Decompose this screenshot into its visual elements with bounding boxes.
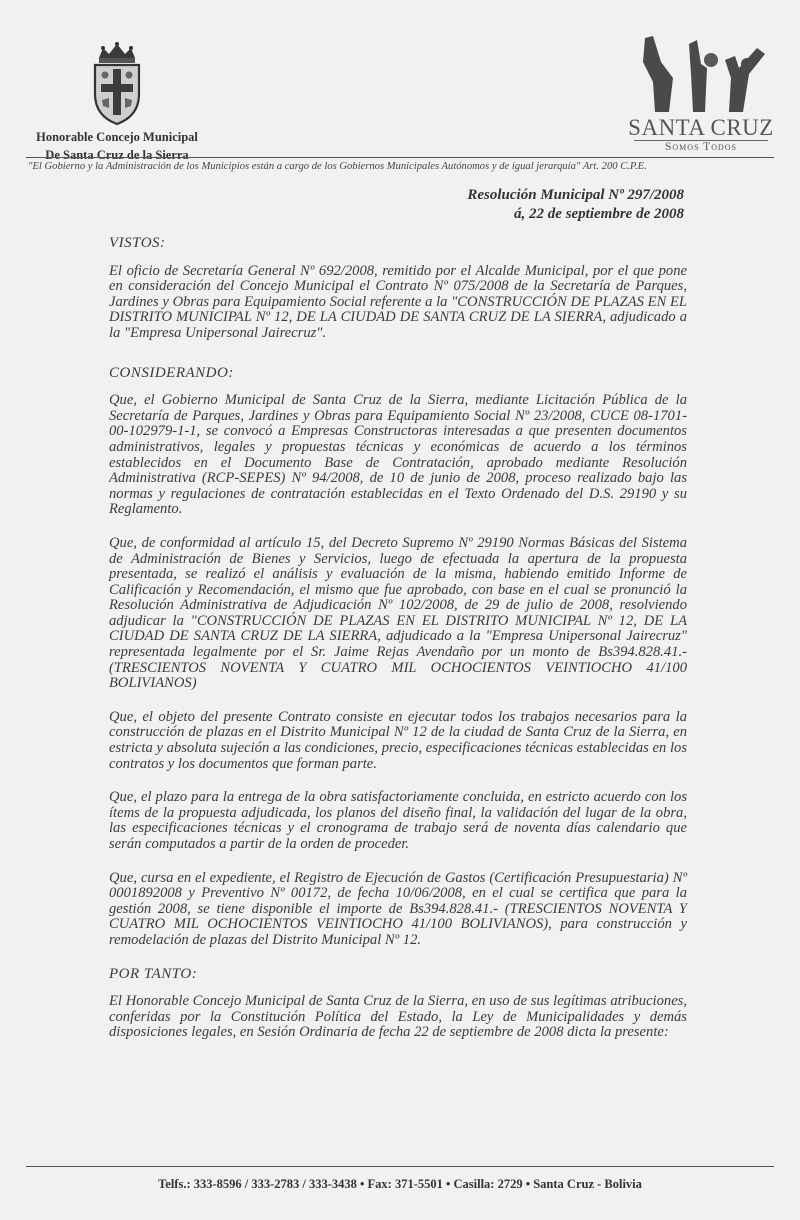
portanto-paragraph: El Honorable Concejo Municipal de Santa Cruz de la Sierra, en uso de sus legítimas atribuciones, conferidas por la Constitución Política del Estado, la Ley de Municipalidades y demás disposiciones legales, en Sesión Ordinaria de fecha 22 de septiembre de 2008 dicta la presente: [109, 993, 687, 1041]
portanto-heading: POR TANTO: [109, 965, 198, 982]
considerando-heading: CONSIDERANDO: [109, 364, 234, 381]
footer-divider [26, 1166, 774, 1167]
vistos-paragraph: El oficio de Secretaría General Nº 692/2008, remitido por el Alcalde Municipal, por el que pone en consideración del Concejo Municipal el Contrato Nº 075/2008 de la Secretaría de Parques, Jardines y Obras para Equipamiento Social referente a la "CONSTRUCCIÓN DE PLAZAS EN EL DISTRITO MUNICIPAL Nº 12, DE LA CIUDAD DE SANTA CRUZ DE LA SIERRA, adjudicado a la "Empresa Unipersonal Jairecruz". [109, 262, 687, 341]
considerando-paragraph-3: Que, el objeto del presente Contrato consiste en ejecutar todos los trabajos necesarios para la construcción de plazas en el Distrito Municipal Nº 12 de la ciudad de Santa Cruz de la Sierra, en estricta y absoluta sujeción a las condiciones, precio, especificaciones técnicas establecidas en los contratos y los documentos que forman parte. [109, 708, 687, 772]
resolution-number: Resolución Municipal Nº 297/2008 [467, 187, 684, 203]
resolution-block [467, 186, 684, 224]
constitution-quote: "El Gobierno y la Administración de los Municipios están a cargo de los Gobiernos Municipales Autónomos y de igual jerarquía" Art. 200 C.P.E. [28, 161, 647, 172]
coat-of-arms-icon [89, 42, 145, 126]
santa-cruz-logo [626, 34, 776, 153]
resolution-date: á, 22 de septiembre de 2008 [514, 206, 684, 222]
council-name-line2: De Santa Cruz de la Sierra [45, 148, 189, 162]
considerando-paragraph-4: Que, el plazo para la entrega de la obra satisfactoriamente concluida, en estricto acuerdo con los ítems de la propuesta adjudicada, los planos del diseño final, la validación del lugar de la obra, las especificaciones técnicas y el cronograma de trabajo será de noventa días calendario que serán computados a partir de la orden de proceder. [109, 789, 687, 852]
considerando-paragraph-2: Que, de conformidad al artículo 15, del Decreto Supremo Nº 29190 Normas Básicas del Sistema de Administración de Bienes y Servicios, luego de efectuada la apertura de la propuesta presentada, se realizó el análisis y evaluación de la misma, habiendo emitido Informe de Calificación y Recomendación, el mismo que fue aprobado, con base en el cual se pronunció la Resolución Administrativa de Adjudicación Nº 102/2008, de 29 de julio de 2008, resolviendo adjudicar la "CONSTRUCCIÓN DE PLAZAS EN EL DISTRITO MUNICIPAL Nº 12, DE LA CIUDAD DE SANTA CRUZ DE LA SIERRA, adjudicado a la "Empresa Unipersonal Jairecruz" representada legalmente por el Sr. Jaime Rejas Avendaño por un monto de Bs394.828.41.- (TRESCIENTOS NOVENTA Y CUATRO MIL OCHOCIENTOS VEINTIOCHO 41/100 BOLIVIANOS) [109, 534, 687, 692]
council-header [24, 42, 210, 162]
considerando-paragraph-5: Que, cursa en el expediente, el Registro de Ejecución de Gastos (Certificación Presupuestaria) Nº 0001892008 y Preventivo Nº 00172, de fecha 10/06/2008, en el cual se certifica que para la gestión 2008, se tiene disponible el importe de Bs394.828.41.- (TRESCIENTOS NOVENTA Y CUATRO MIL OCHOCIENTOS VEINTIOCHO 41/100 BOLIVIANOS), para construcción y remodelación de plazas del Distrito Municipal Nº 12. [109, 869, 687, 948]
vistos-heading: VISTOS: [109, 235, 166, 251]
considerando-paragraph-1: Que, el Gobierno Municipal de Santa Cruz de la Sierra, mediante Licitación Pública de la Secretaría de Parques, Jardines y Obras para Equipamiento Social Nº 23/2008, CUCE 08-1701-00-102979-1-1, se convocó a Empresas Constructoras interesadas a que presenten documentos administrativos, legales y propuestas técnicas y económicas de acuerdo a los términos establecidos en el Documento Base de Contratación, aprobado mediante Resolución Administrativa (RCP-SEPES) Nº 94/2008, de 10 de junio de 2008, proceso realizado bajo las normas y regulaciones de contratación establecidas en el Texto Ordenado del D.S. 29190 y su Reglamento. [109, 392, 687, 518]
brand-name: SANTA CRUZ [628, 115, 774, 140]
council-name-line1: Honorable Concejo Municipal [36, 130, 198, 144]
header-divider [26, 157, 774, 158]
people-logo-icon [631, 34, 771, 114]
footer-contact: Telfs.: 333-8596 / 333-2783 / 333-3438 • Fax: 371-5501 • Casilla: 2729 • Santa Cruz - Bolivia [158, 1177, 642, 1191]
resolution-body [109, 236, 687, 1059]
brand-motto: Somos Todos [665, 141, 737, 153]
